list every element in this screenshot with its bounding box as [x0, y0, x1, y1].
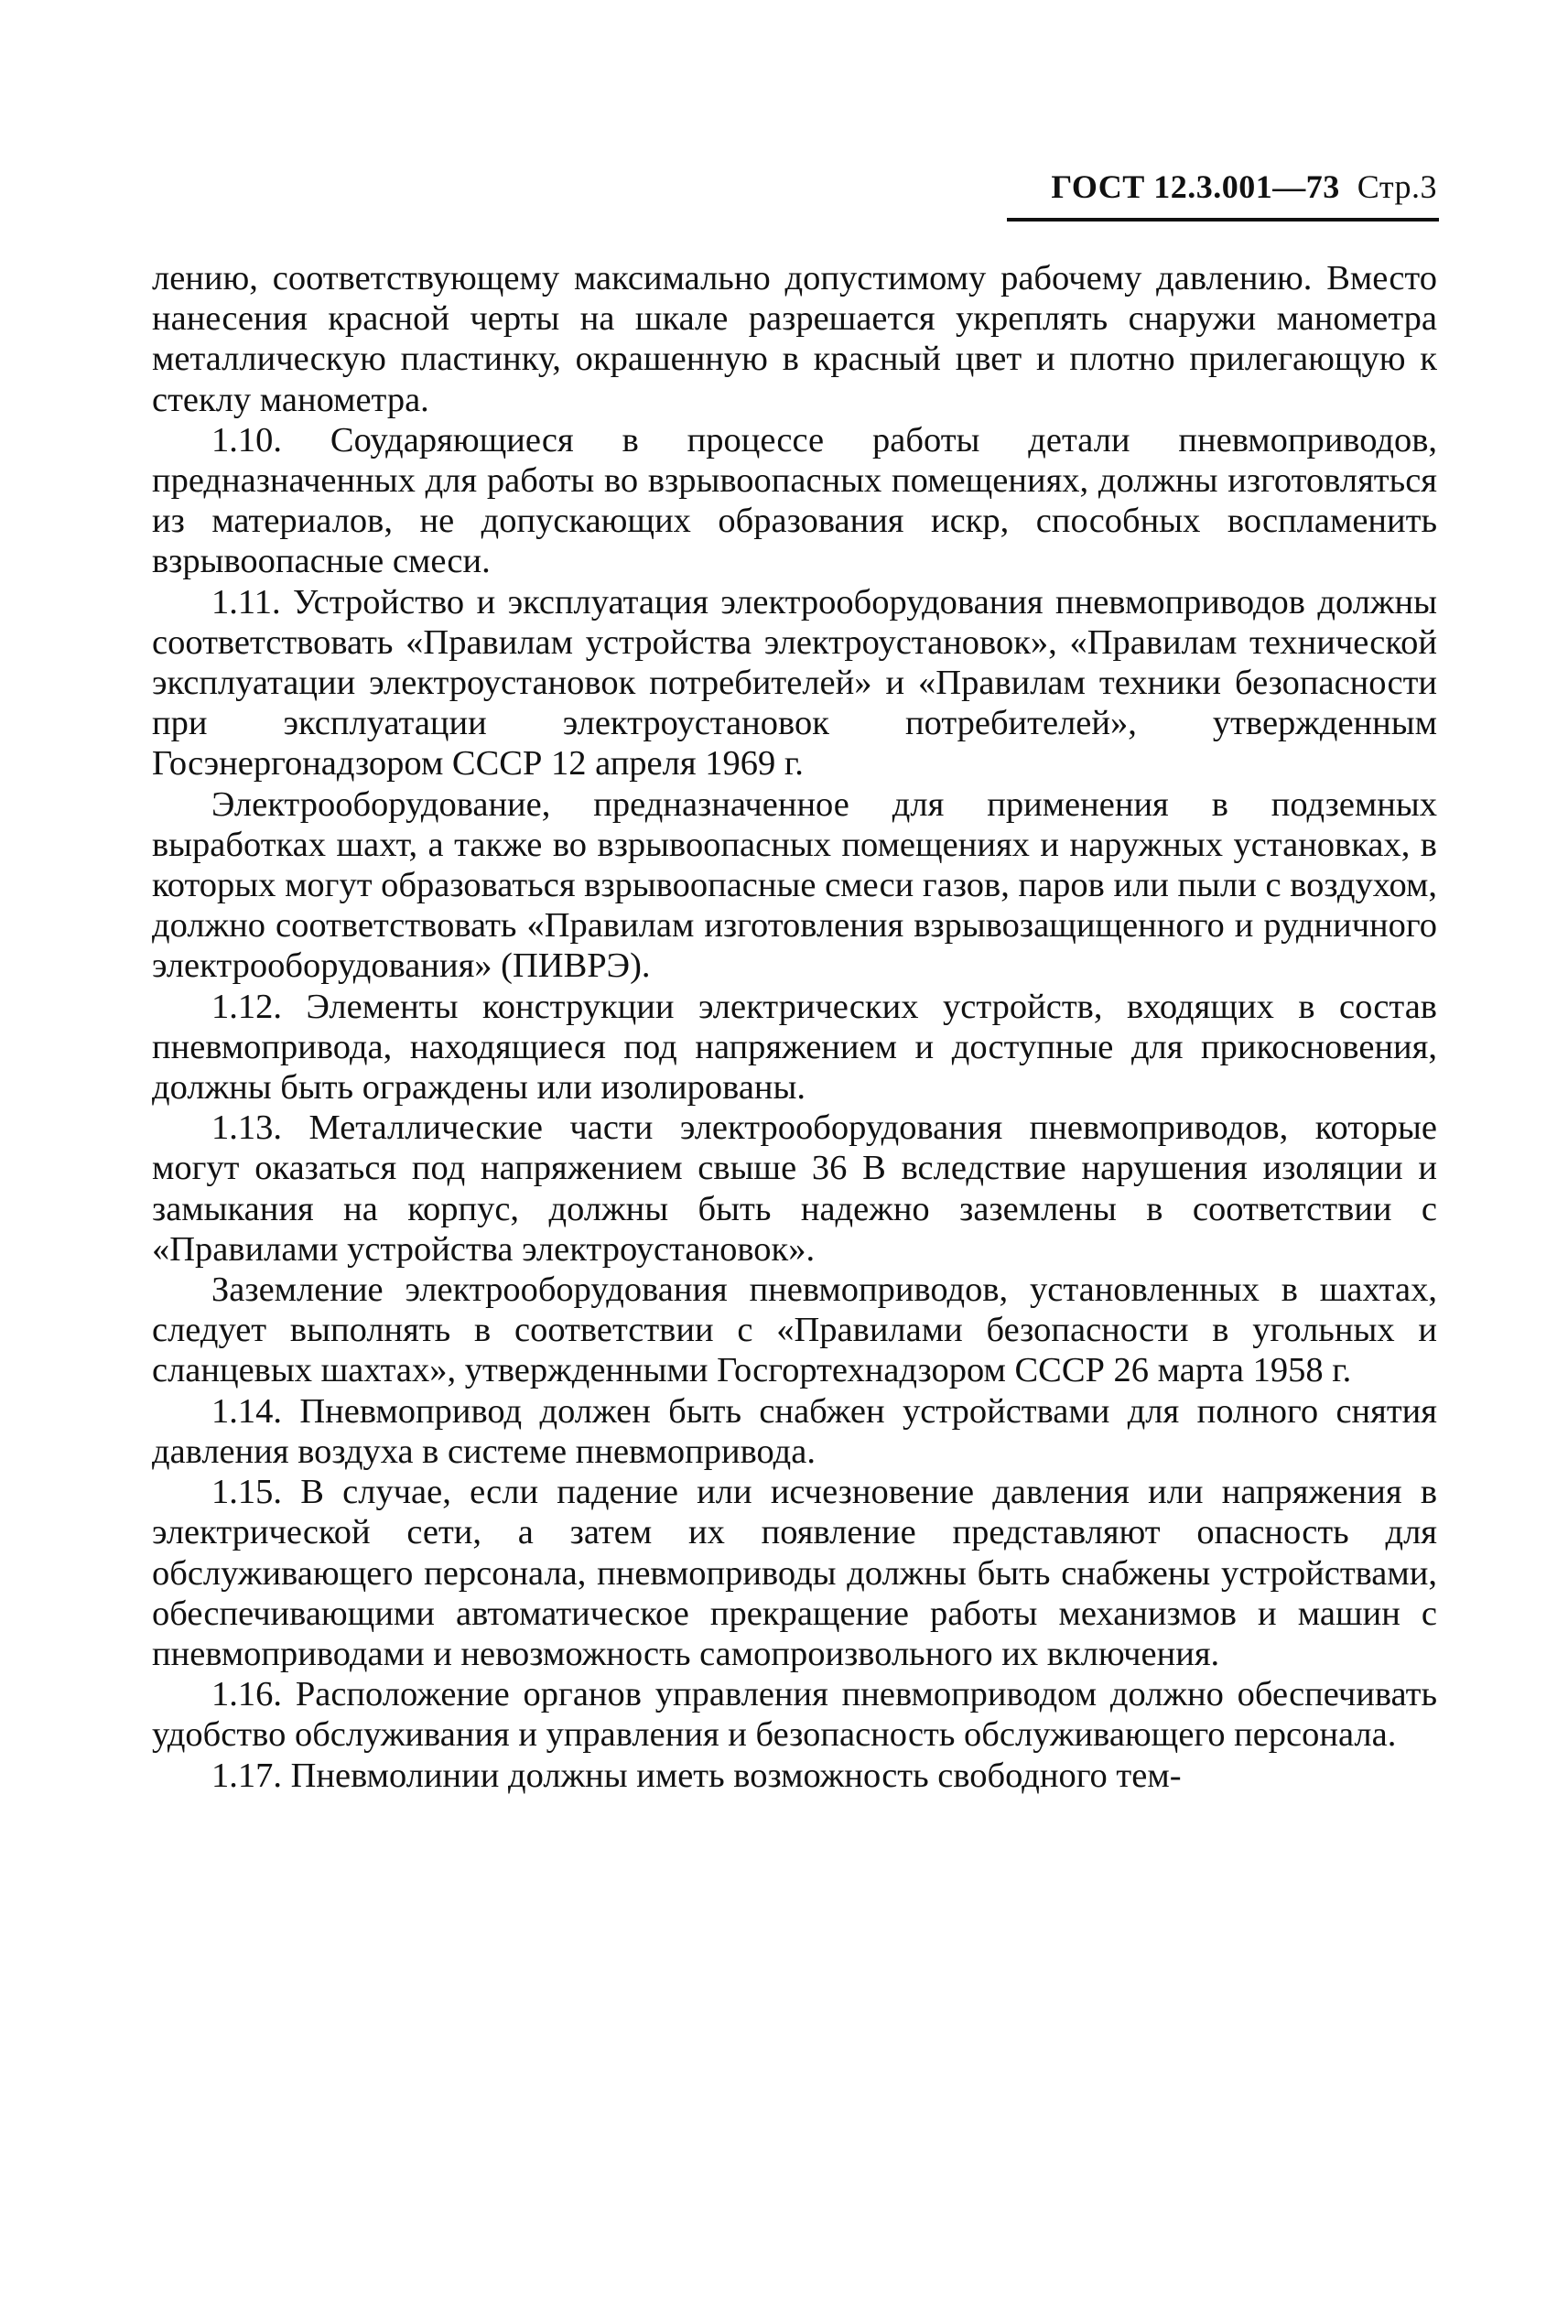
- standard-number: ГОСТ 12.3.001—73: [1051, 168, 1340, 205]
- paragraph-continuation: лению, соответствующему максимально допустимому рабочему давлению. Вместо нанесения красной черты на шкале разрешается укреплять снаружи манометра металлическую пластинку, окрашенную в красный цвет и плотно прилегающую к стеклу манометра.: [152, 259, 1437, 419]
- document-body: [152, 258, 1437, 1796]
- page-header: [961, 168, 1437, 206]
- paragraph-1-11-electrical-equipment: Электрооборудование, предназначенное для применения в подземных выработках шахт, а также во взрывоопасных помещениях и наружных установках, в которых могут образоваться взрывоопасные смеси газов, паров или пыли с воздухом, должно соответствовать «Правилам изготовления взрывозащищенного и рудничного электрооборудования» (ПИВРЭ).: [152, 784, 1437, 986]
- paragraph-1-13-grounding: Заземление электрооборудования пневмоприводов, установленных в шахтах, следует выполнять в соответствии с «Правилами безопасности в угольных и сланцевых шахтах», утвержденными Госгортехнадзором СССР 26 марта 1958 г.: [152, 1270, 1437, 1390]
- paragraph-1-17: 1.17. Пневмолинии должны иметь возможность свободного тем-: [211, 1756, 1182, 1795]
- paragraph-1-16: 1.16. Расположение органов управления пневмоприводом должно обеспечивать удобство обслуживания и управления и безопасность обслуживающего персонала.: [152, 1675, 1437, 1755]
- paragraph-1-15: 1.15. В случае, если падение или исчезновение давления или напряжения в электрической сети, а затем их появление представляют опасность для обслуживающего персонала, пневмоприводы должны быть снабжены устройствами, обеспечивающими автоматическое прекращение работы механизмов и машин с пневмоприводами и невозможность самопроизвольного их включения.: [152, 1473, 1437, 1673]
- paragraph-1-10: 1.10. Соударяющиеся в процессе работы детали пневмоприводов, предназначенных для работы во взрывоопасных помещениях, должны изготовляться из материалов, не допускающих образования искр, способных воспламенить взрывоопасные смеси.: [152, 420, 1437, 581]
- paragraph-1-13: 1.13. Металлические части электрооборудования пневмоприводов, которые могут оказаться под напряжением свыше 36 В вследствие нарушения изоляции и замыкания на корпус, должны быть надежно заземлены в соответствии с «Правилами устройства электроустановок».: [152, 1108, 1437, 1269]
- paragraph-1-14: 1.14. Пневмопривод должен быть снабжен устройствами для полного снятия давления воздуха в системе пневмопривода.: [152, 1391, 1437, 1471]
- paragraph-1-11: 1.11. Устройство и эксплуатация электрооборудования пневмоприводов должны соответствовать «Правилам устройства электроустановок», «Правилам технической эксплуатации электроустановок потребителей» и «Правилам техники безопасности при эксплуатации электроустановок потребителей», утвержденным Госэнергонадзором СССР 12 апреля 1969 г.: [152, 582, 1437, 784]
- header-rule: [1007, 218, 1439, 222]
- paragraph-1-12: 1.12. Элементы конструкции электрических устройств, входящих в состав пневмопривода, находящиеся под напряжением и доступные для прикосновения, должны быть ограждены или изолированы.: [152, 987, 1437, 1108]
- page-number: Стр.3: [1357, 168, 1437, 205]
